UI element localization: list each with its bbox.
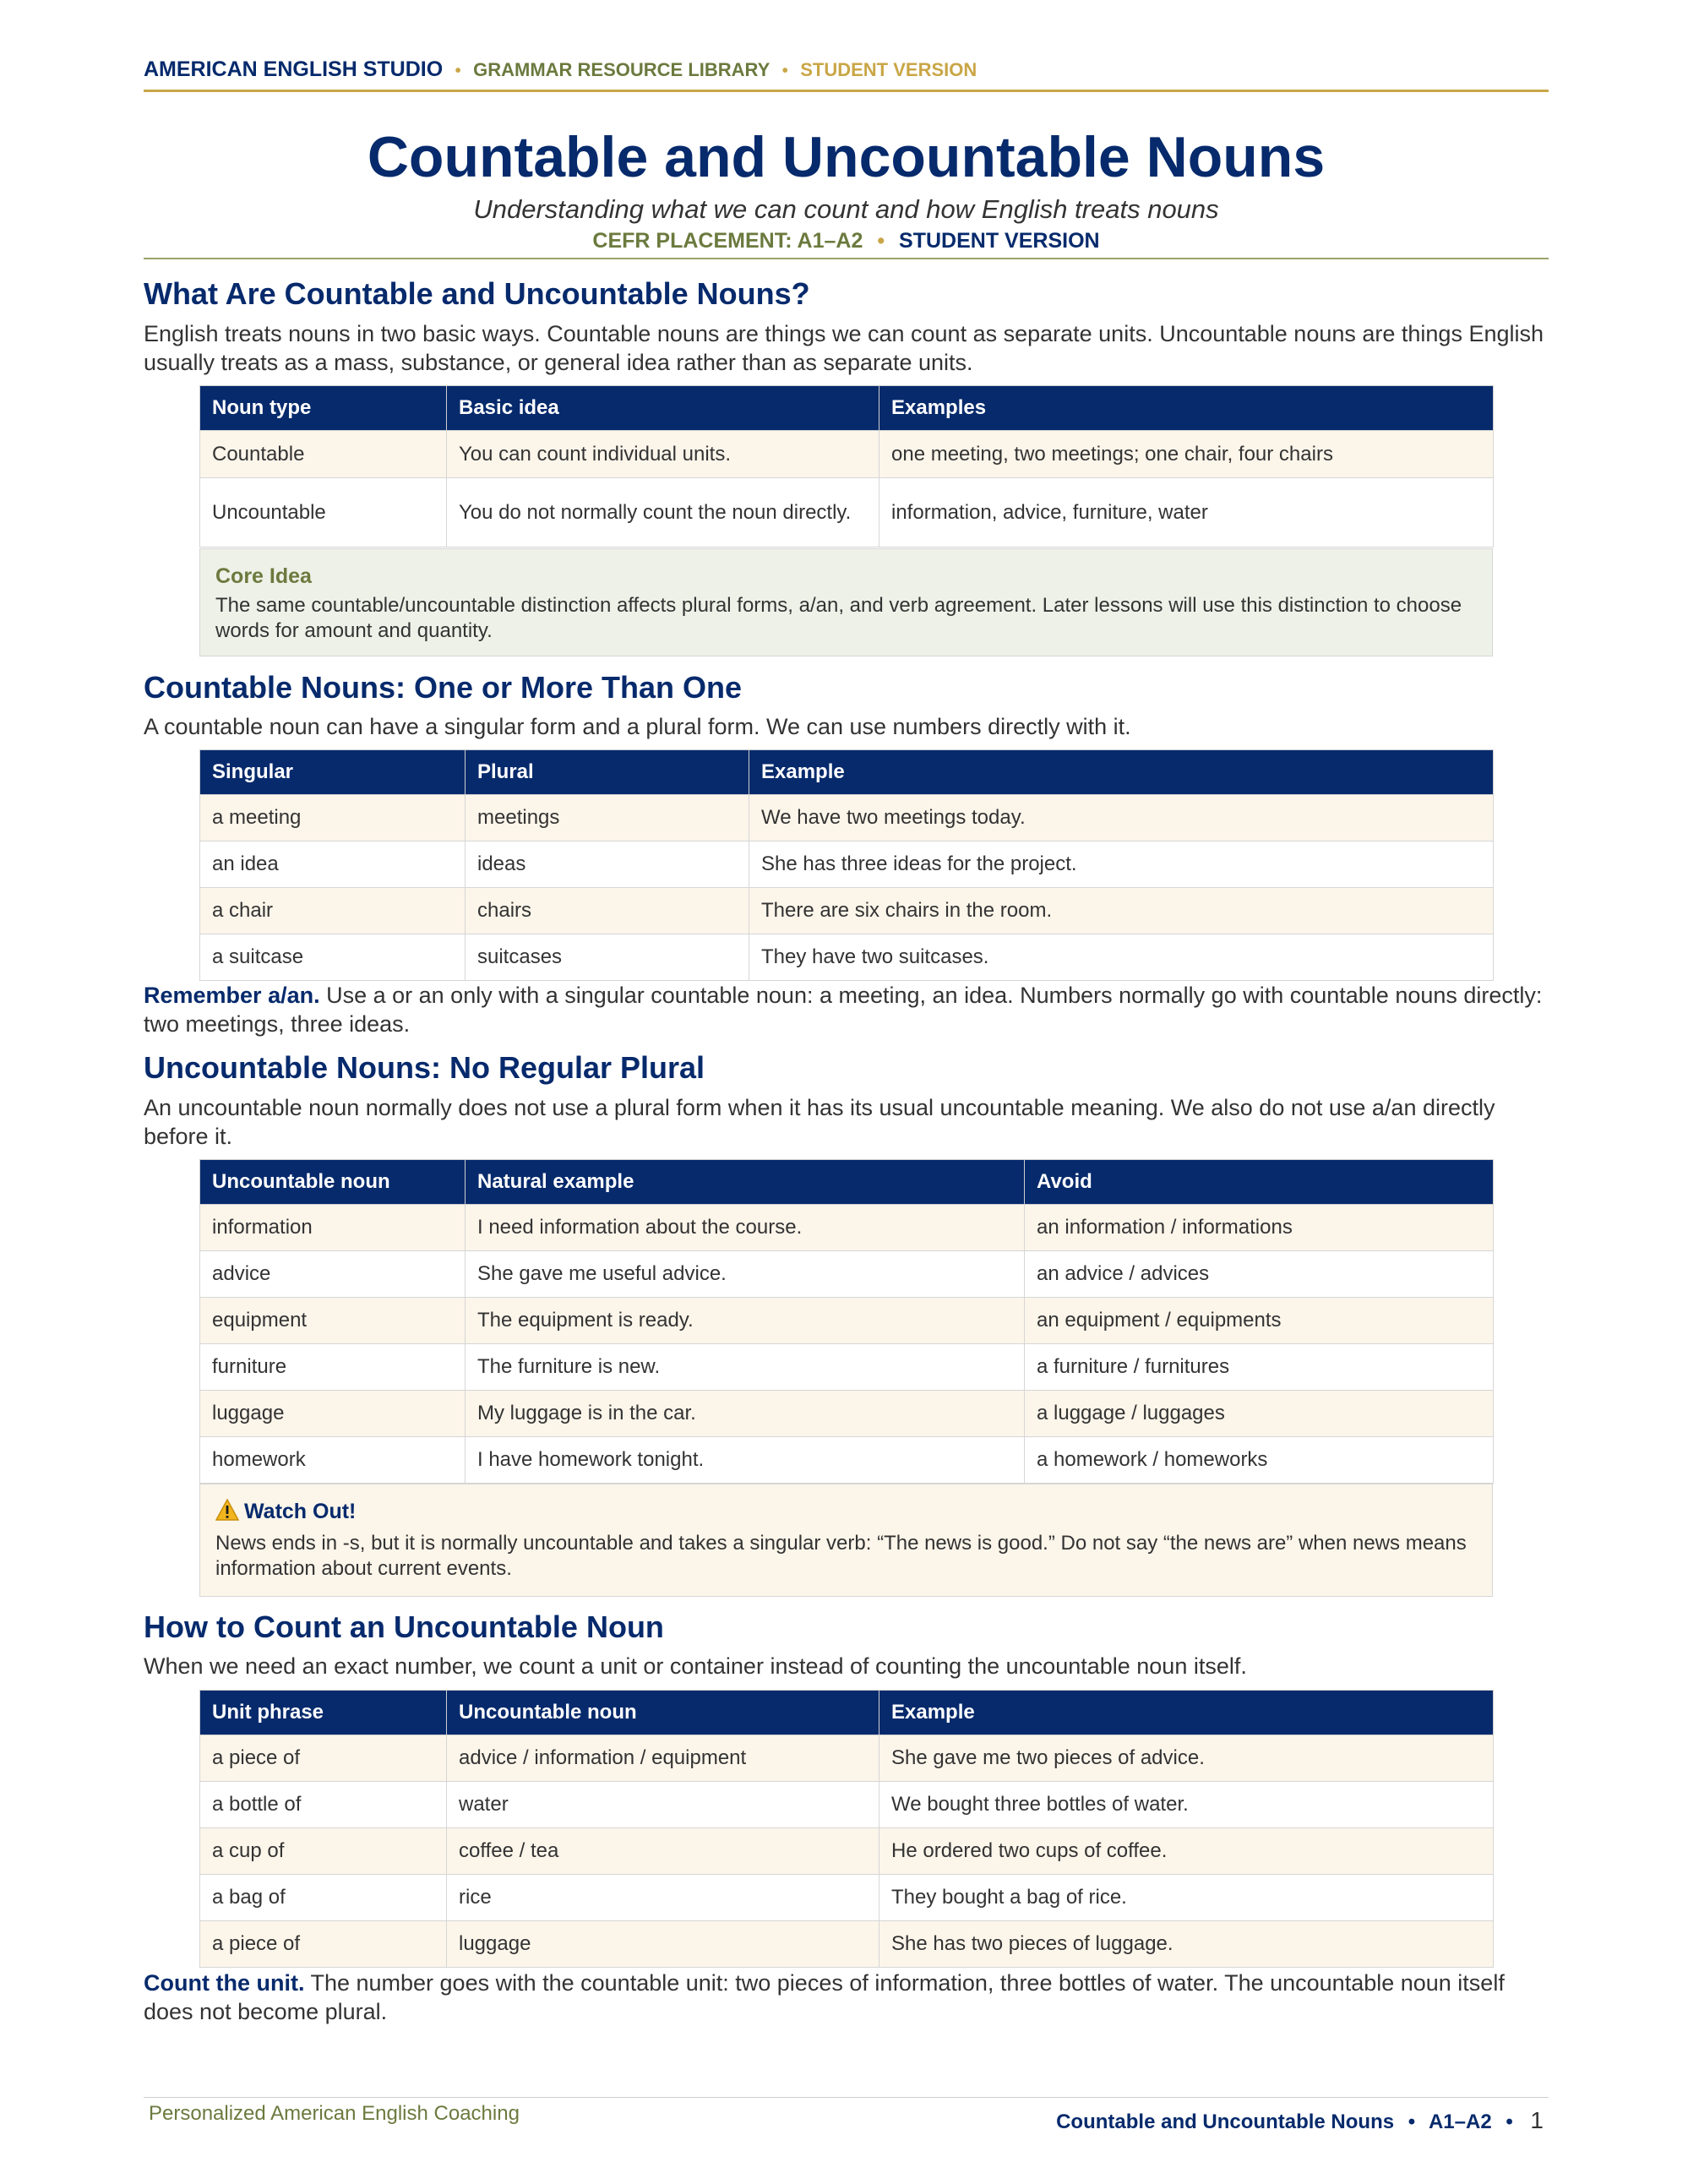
footer-doc-info — [1056, 2107, 1544, 2134]
table-row — [200, 841, 1494, 888]
table-cell: luggage — [447, 1921, 879, 1968]
column-header: Noun type — [200, 386, 447, 431]
footer-separator: • — [1506, 2110, 1513, 2133]
header-org: AMERICAN ENGLISH STUDIO — [144, 57, 444, 81]
table-cell: I have homework tonight. — [466, 1437, 1025, 1484]
meta-separator: • — [877, 229, 885, 253]
table-cell: Countable — [200, 431, 447, 478]
table-cell: furniture — [200, 1344, 466, 1391]
page-subtitle: Understanding what we can count and how English treats nouns — [473, 194, 1219, 224]
table-row — [200, 478, 1494, 547]
count-unit-note — [144, 1969, 1549, 2026]
table-row — [200, 934, 1494, 981]
table-cell: a bottle of — [200, 1782, 447, 1828]
table-row — [200, 431, 1494, 478]
table-cell: equipment — [200, 1298, 466, 1344]
table-cell: The furniture is new. — [466, 1344, 1025, 1391]
column-header: Basic idea — [447, 386, 879, 431]
table-cell: suitcases — [466, 934, 749, 981]
table-cell: a furniture / furnitures — [1025, 1344, 1494, 1391]
column-header: Example — [879, 1691, 1494, 1735]
section-heading: How to Count an Uncountable Noun — [144, 1609, 664, 1644]
table-row — [200, 1828, 1494, 1875]
footer-level: A1–A2 — [1428, 2110, 1492, 2133]
countable-nouns-table — [199, 749, 1494, 981]
table-cell: one meeting, two meetings; one chair, four chairs — [879, 431, 1494, 478]
table-cell: There are six chairs in the room. — [749, 888, 1494, 934]
table-row — [200, 1782, 1494, 1828]
table-cell: They have two suitcases. — [749, 934, 1494, 981]
uncountable-nouns-table — [199, 1159, 1494, 1484]
table-cell: I need information about the course. — [466, 1205, 1025, 1251]
warning-icon — [215, 1499, 239, 1528]
table-cell: a bag of — [200, 1875, 447, 1921]
column-header: Natural example — [466, 1160, 1025, 1205]
table-cell: an advice / advices — [1025, 1251, 1494, 1298]
table-row — [200, 1298, 1494, 1344]
table-cell: coffee / tea — [447, 1828, 879, 1875]
noun-type-table — [199, 385, 1494, 547]
table-row — [200, 1391, 1494, 1437]
header-separator: • — [781, 62, 788, 80]
table-cell: She gave me useful advice. — [466, 1251, 1025, 1298]
table-cell: They bought a bag of rice. — [879, 1875, 1494, 1921]
table-cell: We have two meetings today. — [749, 795, 1494, 841]
column-header: Examples — [879, 386, 1494, 431]
table-cell: an information / informations — [1025, 1205, 1494, 1251]
table-cell: advice / information / equipment — [447, 1735, 879, 1782]
table-cell: luggage — [200, 1391, 466, 1437]
table-cell: She gave me two pieces of advice. — [879, 1735, 1494, 1782]
table-row — [200, 795, 1494, 841]
page-number: 1 — [1530, 2107, 1544, 2133]
table-cell: She has two pieces of luggage. — [879, 1921, 1494, 1968]
header-separator: • — [455, 62, 461, 80]
table-header-row — [200, 750, 1494, 795]
footer-brand: Personalized American English Coaching — [149, 2102, 520, 2125]
table-cell: a meeting — [200, 795, 466, 841]
table-cell: an idea — [200, 841, 466, 888]
section-heading: Uncountable Nouns: No Regular Plural — [144, 1050, 705, 1085]
footer-rule — [144, 2097, 1549, 2098]
cefr-placement: CEFR PLACEMENT: A1–A2 — [592, 229, 863, 253]
table-cell: You do not normally count the noun directly. — [447, 478, 879, 547]
table-cell: a piece of — [200, 1921, 447, 1968]
table-row — [200, 1251, 1494, 1298]
title-rule — [144, 258, 1549, 259]
note-text: The number goes with the countable unit: two pieces of information, three bottles of water. The uncountable noun itself does not become plural. — [144, 1970, 1505, 2024]
table-row — [200, 1735, 1494, 1782]
table-cell: rice — [447, 1875, 879, 1921]
counting-units-table — [199, 1690, 1494, 1968]
table-cell: an equipment / equipments — [1025, 1298, 1494, 1344]
table-cell: The equipment is ready. — [466, 1298, 1025, 1344]
table-cell: We bought three bottles of water. — [879, 1782, 1494, 1828]
table-cell: He ordered two cups of coffee. — [879, 1828, 1494, 1875]
table-cell: She has three ideas for the project. — [749, 841, 1494, 888]
table-row — [200, 1344, 1494, 1391]
callout-title-row — [215, 1498, 1477, 1528]
section-intro: When we need an exact number, we count a unit or container instead of counting the uncountable noun itself. — [144, 1653, 1247, 1679]
page-title: Countable and Uncountable Nouns — [367, 125, 1326, 189]
core-idea-callout — [199, 548, 1493, 656]
table-row — [200, 1875, 1494, 1921]
table-cell: Uncountable — [200, 478, 447, 547]
section-heading: Countable Nouns: One or More Than One — [144, 670, 743, 705]
column-header: Uncountable noun — [447, 1691, 879, 1735]
section-heading: What Are Countable and Uncountable Nouns? — [144, 276, 810, 311]
table-cell: a chair — [200, 888, 466, 934]
callout-title: Watch Out! — [244, 1500, 357, 1523]
footer-doc-title: Countable and Uncountable Nouns — [1056, 2110, 1395, 2133]
header-bar — [144, 57, 1549, 92]
note-text: Use a or an only with a singular countable noun: a meeting, an idea. Numbers normally go with countable nouns directly: two meetings, three ideas. — [144, 983, 1543, 1037]
table-cell: a homework / homeworks — [1025, 1437, 1494, 1484]
callout-title: Core Idea — [215, 564, 312, 588]
placement-line — [144, 226, 1549, 255]
table-cell: meetings — [466, 795, 749, 841]
column-header: Singular — [200, 750, 466, 795]
column-header: Plural — [466, 750, 749, 795]
table-cell: information — [200, 1205, 466, 1251]
table-header-row — [200, 1160, 1494, 1205]
table-cell: water — [447, 1782, 879, 1828]
watch-out-callout — [199, 1484, 1493, 1597]
footer-separator: • — [1408, 2110, 1416, 2133]
table-row — [200, 1921, 1494, 1968]
header-version: STUDENT VERSION — [800, 59, 977, 80]
table-cell: a luggage / luggages — [1025, 1391, 1494, 1437]
section-intro: A countable noun can have a singular form and a plural form. We can use numbers directly with it. — [144, 714, 1131, 739]
header-library: GRAMMAR RESOURCE LIBRARY — [473, 59, 770, 80]
callout-text: The same countable/uncountable distinction affects plural forms, a/an, and verb agreement. Later lessons will use this distinction to choose words for amount and quantity. — [215, 594, 1462, 642]
table-header-row — [200, 1691, 1494, 1735]
table-cell: homework — [200, 1437, 466, 1484]
column-header: Uncountable noun — [200, 1160, 466, 1205]
table-cell: You can count individual units. — [447, 431, 879, 478]
column-header: Avoid — [1025, 1160, 1494, 1205]
table-cell: advice — [200, 1251, 466, 1298]
table-row — [200, 888, 1494, 934]
callout-text: News ends in -s, but it is normally uncountable and takes a singular verb: “The news is good.” Do not say “the news are” when news means information about current events. — [215, 1532, 1467, 1580]
table-header-row — [200, 386, 1494, 431]
table-cell: chairs — [466, 888, 749, 934]
column-header: Unit phrase — [200, 1691, 447, 1735]
column-header: Example — [749, 750, 1494, 795]
note-lead: Remember a/an. — [144, 983, 320, 1008]
student-version-label: STUDENT VERSION — [899, 229, 1100, 253]
table-row — [200, 1437, 1494, 1484]
table-cell: a suitcase — [200, 934, 466, 981]
table-cell: information, advice, furniture, water — [879, 478, 1494, 547]
table-cell: ideas — [466, 841, 749, 888]
table-cell: a cup of — [200, 1828, 447, 1875]
section-intro: An uncountable noun normally does not use a plural form when it has its usual uncountable meaning. We also do not use a/an directly before it. — [144, 1095, 1495, 1149]
remember-note — [144, 981, 1549, 1038]
table-cell: a piece of — [200, 1735, 447, 1782]
table-row — [200, 1205, 1494, 1251]
note-lead: Count the unit. — [144, 1970, 305, 1996]
section-intro: English treats nouns in two basic ways. Countable nouns are things we can count as separate units. Uncountable nouns are things English usually treats as a mass, substance, or general idea rather than as separate units. — [144, 321, 1544, 375]
table-cell: My luggage is in the car. — [466, 1391, 1025, 1437]
